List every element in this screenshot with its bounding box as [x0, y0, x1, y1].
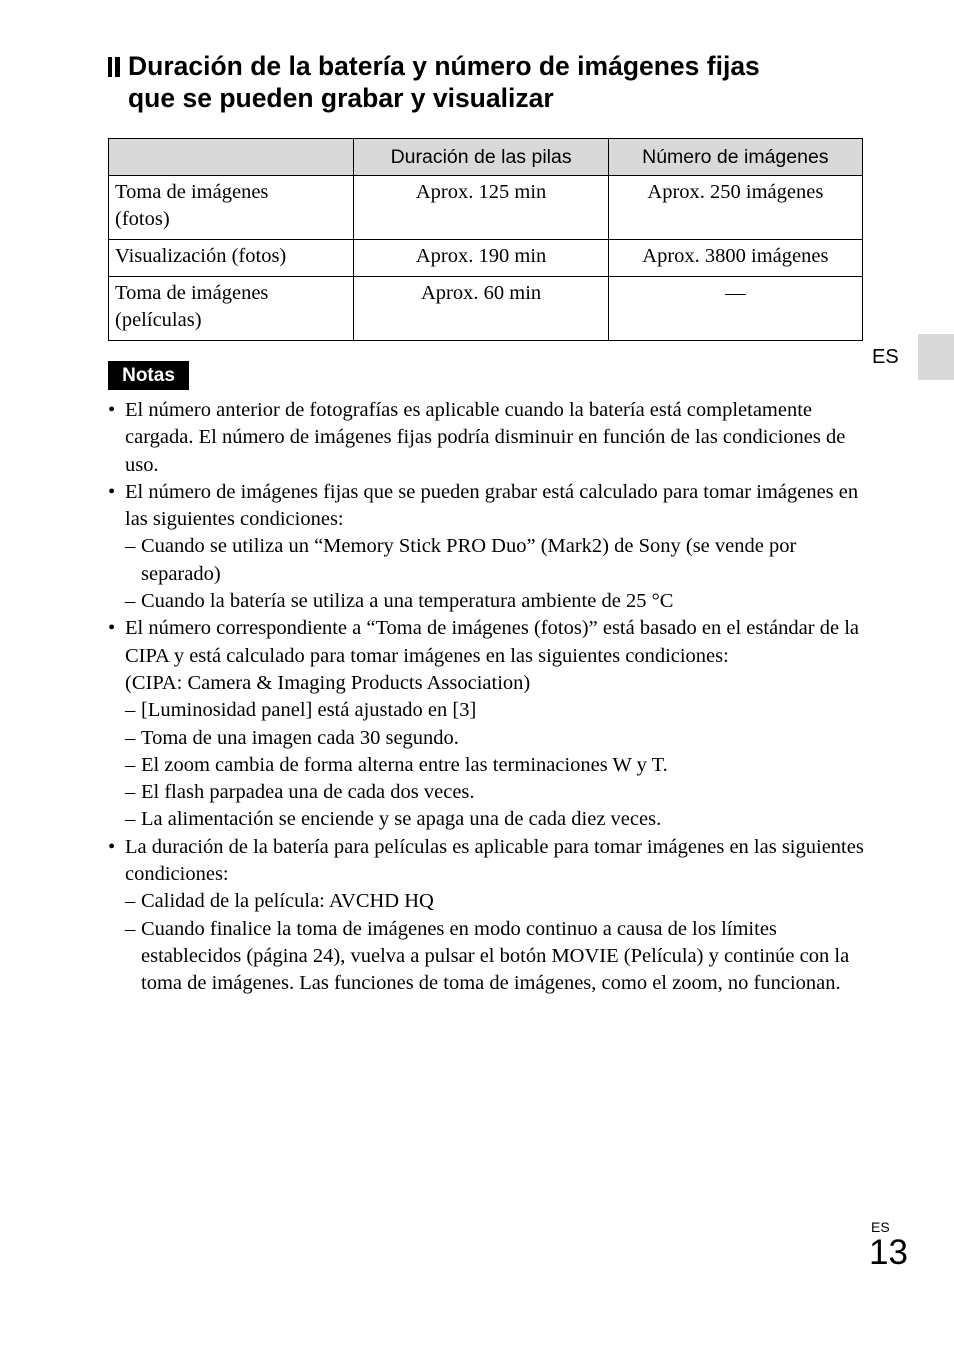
- dash-icon: –: [125, 535, 136, 558]
- bullet-icon: •: [108, 399, 116, 421]
- sub-list-item: [108, 888, 868, 915]
- table-row: [109, 277, 863, 341]
- table-cell-count: Aprox. 250 imágenes: [608, 176, 862, 240]
- bullet-icon: •: [108, 617, 116, 640]
- note-text: La alimentación se enciende y se apaga una de cada diez veces.: [141, 808, 662, 831]
- bullet-icon: •: [108, 835, 116, 858]
- label-line: Toma de imágenes: [115, 181, 269, 203]
- table-cell-count: Aprox. 3800 imágenes: [608, 240, 862, 277]
- side-tab-label: ES: [872, 346, 899, 368]
- table-row: [109, 240, 863, 277]
- note-text: Cuando finalice la toma de imágenes en modo continuo a causa de los límites establecidos (página 24), vuelva a pulsar el botón MOVIE (Película) y continúe con la toma de imágenes. Las funciones de toma de imágenes, como el zoom, no funcionan.: [141, 917, 850, 995]
- table-cell-label: [109, 240, 354, 277]
- note-text: Cuando la batería se utiliza a una temperatura ambiente de 25 °C: [141, 590, 674, 613]
- note-text: El zoom cambia de forma alterna entre las terminaciones W y T.: [141, 753, 668, 776]
- side-tab: [918, 334, 954, 380]
- note-text: [Luminosidad panel] está ajustado en [3]: [141, 699, 477, 722]
- heading-line-2: que se pueden grabar y visualizar: [128, 83, 554, 113]
- dash-icon: –: [125, 590, 136, 613]
- heading-line-1: Duración de la batería y número de imágenes fijas: [128, 51, 760, 81]
- table-header-row: [109, 139, 863, 176]
- table-cell-label: [109, 176, 354, 240]
- table-header-duration: Duración de las pilas: [354, 139, 608, 176]
- section-heading: [108, 50, 868, 114]
- sub-list-item: [108, 725, 868, 752]
- page-number: 13: [869, 1233, 908, 1272]
- table-cell-duration: Aprox. 60 min: [354, 277, 608, 341]
- sub-list-item: [108, 752, 868, 779]
- table-cell-count: —: [608, 277, 862, 341]
- note-text: La duración de la batería para películas es aplicable para tomar imágenes en las siguientes condiciones:: [125, 835, 864, 886]
- note-continuation: (CIPA: Camera & Imaging Products Association): [125, 671, 531, 694]
- note-text: El número de imágenes fijas que se pueden grabar está calculado para tomar imágenes en las siguientes condiciones:: [125, 480, 859, 531]
- table-row: [109, 176, 863, 240]
- dash-icon: –: [125, 890, 136, 913]
- label-line: (películas): [115, 309, 202, 331]
- dash-icon: –: [125, 808, 136, 831]
- notes-list: [108, 397, 868, 998]
- sub-list-item: [108, 916, 868, 998]
- dash-icon: –: [125, 753, 136, 776]
- note-text: El número anterior de fotografías es aplicable cuando la batería está completamente cargada. El número de imágenes fijas podría disminuir en función de las condiciones de uso.: [125, 399, 846, 476]
- dash-icon: –: [125, 726, 136, 749]
- page-language-label: ES: [871, 1219, 890, 1235]
- sub-list-item: [108, 697, 868, 724]
- note-text: Toma de una imagen cada 30 segundo.: [141, 726, 459, 749]
- battery-table: [108, 138, 863, 341]
- table-cell-label: [109, 277, 354, 341]
- dash-icon: –: [125, 781, 136, 804]
- label-line: Visualización (fotos): [115, 245, 287, 267]
- list-item: [108, 834, 868, 889]
- dash-icon: –: [125, 917, 136, 940]
- list-item: [108, 615, 868, 670]
- bullet-icon: •: [108, 480, 116, 503]
- sub-list-item: [108, 779, 868, 806]
- label-line: (fotos): [115, 208, 170, 230]
- note-text: El número correspondiente a “Toma de imágenes (fotos)” está basado en el estándar de la CIPA y está calculado para tomar imágenes en las siguientes condiciones:: [125, 617, 859, 667]
- list-item: [108, 479, 868, 534]
- note-text: El flash parpadea una de cada dos veces.: [141, 781, 475, 804]
- sub-list-item: [108, 588, 868, 615]
- table-cell-duration: Aprox. 125 min: [354, 176, 608, 240]
- notes-badge: Notas: [108, 361, 189, 390]
- sub-list-item: [108, 806, 868, 833]
- table-header-empty: [109, 139, 354, 176]
- label-line: Toma de imágenes: [115, 282, 269, 304]
- table-header-count: Número de imágenes: [608, 139, 862, 176]
- list-item: [108, 397, 868, 479]
- sub-list-item: [108, 533, 868, 588]
- note-text: Calidad de la película: AVCHD HQ: [141, 890, 434, 913]
- table-cell-duration: Aprox. 190 min: [354, 240, 608, 277]
- dash-icon: –: [125, 699, 136, 722]
- note-text: Cuando se utiliza un “Memory Stick PRO Duo” (Mark2) de Sony (se vende por separado): [141, 535, 797, 585]
- heading-marker-icon: [108, 57, 120, 77]
